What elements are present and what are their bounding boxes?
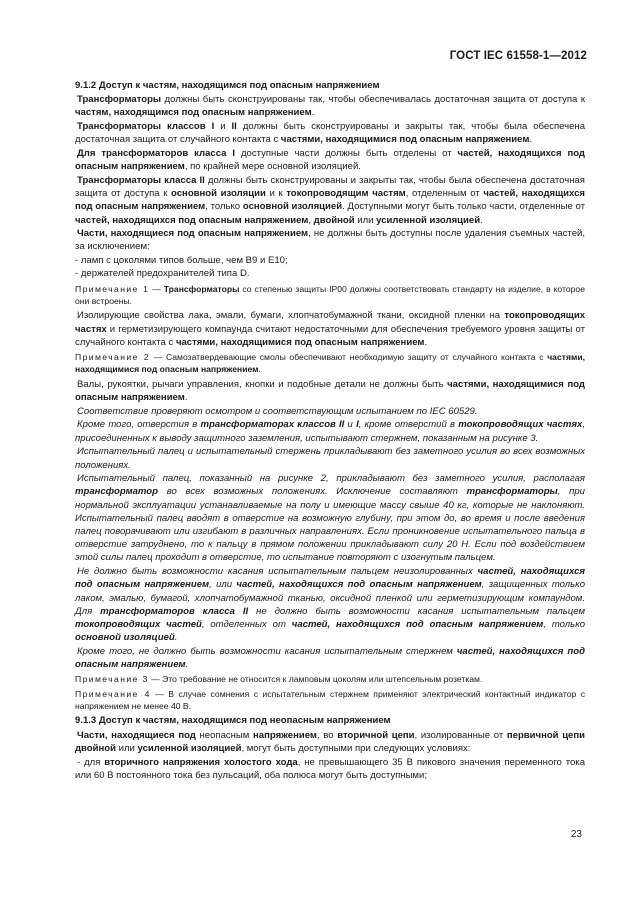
note: Примечание 2 — Самозатвердевающие смолы обеспечивают необходимую защиту от случайного контакта с частями, находящимися под опасным напряжением. xyxy=(75,351,585,375)
note: Примечание 3 — Это требование не относится к ламповым цоколям или штепсельным розеткам. xyxy=(75,674,483,685)
compliance-paragraph: Кроме того, отверстия в трансформаторах классов II и I, кроме отверстий в токопроводящих частях, присоединенных к выводу защитного заземления, испытывают стержнем, показанным на рисунке 3. xyxy=(75,419,585,444)
compliance-paragraph: Не должно быть возможности касания испытательным пальцем неизолированных частей, находящихся под опасным напряжением, или частей, находящихся под опасным напряжением, защищенных только лаком, эмалью, бумагой, хлопчатобумажной тканью, оксидной пленкой или герметизирующим компаундом. Для трансформаторов класса II не должно быть возможности касания испытательным пальцем токопроводящих частей, отделенных от частей, находящихся под опасным напряжением, только основной изоляцией. xyxy=(75,566,586,644)
list-item: - держателей предохранителей типа D. xyxy=(75,268,250,280)
list-item: - ламп с цоколями типов больше, чем B9 и E10; xyxy=(75,255,288,267)
paragraph: Части, находящиеся под неопасным напряжением, во вторичной цепи, изолированные от первичной цепи двойной или усиленной изоляцией, могут быть доступными при следующих условиях: xyxy=(75,729,586,754)
standard-header: ГОСТ IEC 61558-1—2012 xyxy=(449,50,587,62)
paragraph: Трансформаторы класса II должны быть сконструированы и закрыты так, чтобы была обеспечена достаточная защита от доступа к основной изоляции и к токопроводящим частям, отделенным от частей, находящихся под опасным напряжением, только основной изоляцией. Доступными могут быть только части, отделенные от частей, находящихся под опасным напряжением, двойной или усиленной изоляцией. xyxy=(75,174,585,226)
note: Примечание 1 — Трансформаторы со степенью защиты IP00 должны соответствовать стандарту на изделие, в которое они встроены. xyxy=(75,283,585,306)
paragraph: Валы, рукоятки, рычаги управления, кнопки и подобные детали не должны быть частями, находящимися под опасным напряжением. xyxy=(75,378,585,403)
paragraph: - для вторичного напряжения холостого хода, не превышающего 35 В пикового значения переменного тока или 60 В постоянного тока без пульсаций, оба полюса могут быть доступными; xyxy=(75,756,585,781)
compliance-paragraph: Соответствие проверяют осмотром и соответствующим испытанием по IEC 60529. xyxy=(77,405,478,417)
compliance-paragraph: Испытательный палец, показанный на рисунке 2, прикладывают без заметного усилия, располагая трансформатор во всех возможных положениях. Исключение составляют трансформаторы, при нормальной эксплуатации устанавливаемые на полу и имеющие массу свыше 40 кг, которые не наклоняют. Испытательный палец вводят в отверстие на возможную глубину, при этом до, во время и после введения палец поворачивают или изгибают в различных направлениях. Если проникновение испытательного пальца в отверстие затруднено, то к пальцу в прямом положении прикладывают силу 20 Н. Если под воздействием этой силы палец проходит в отверстие, то испытание повторяют с изогнутым пальцем. xyxy=(75,473,585,564)
compliance-paragraph: Кроме того, не должно быть возможности касания испытательным стержнем частей, находящихся под опасным напряжением. xyxy=(75,645,585,671)
note: Примечание 4 — В случае сомнения с испытательным стержнем применяют электрический контактный индикатор с напряжением не менее 40 В. xyxy=(75,688,585,712)
paragraph: Для трансформаторов класса I доступные части должны быть отделены от частей, находящихся под опасным напряжением, по крайней мере основной изоляцией. xyxy=(75,148,585,173)
section-heading: 9.1.3 Доступ к частям, находящимся под неопасным напряжением xyxy=(75,715,391,727)
paragraph: Изолирующие свойства лака, эмали, бумаги, хлопчатобумажной ткани, оксидной пленки на токопроводящих частях и герметизирующего компаунда считают недостаточными для обеспечения требуемого уровня защиты от случайного контакта с частями, находящимися под опасным напряжением. xyxy=(75,310,585,348)
compliance-paragraph: Испытательный палец и испытательный стержень прикладывают без заметного усилия во всех возможных положениях. xyxy=(75,446,585,471)
paragraph: Трансформаторы должны быть сконструированы так, чтобы обеспечивалась достаточная защита от доступа к частям, находящимся под опасным напряжением. xyxy=(75,94,585,119)
paragraph: Части, находящиеся под опасным напряжением, не должны быть доступны после удаления съемных частей, за исключением: xyxy=(75,228,585,253)
page-number: 23 xyxy=(570,829,582,840)
section-heading: 9.1.2 Доступ к частям, находящимся под опасным напряжением xyxy=(75,80,380,91)
page-body xyxy=(75,79,585,782)
paragraph: Трансформаторы классов I и II должны быть сконструированы и закрыты так, чтобы была обеспечена достаточная защита от случайного контакта с частями, находящимися под опасным напряжением. xyxy=(75,121,586,146)
